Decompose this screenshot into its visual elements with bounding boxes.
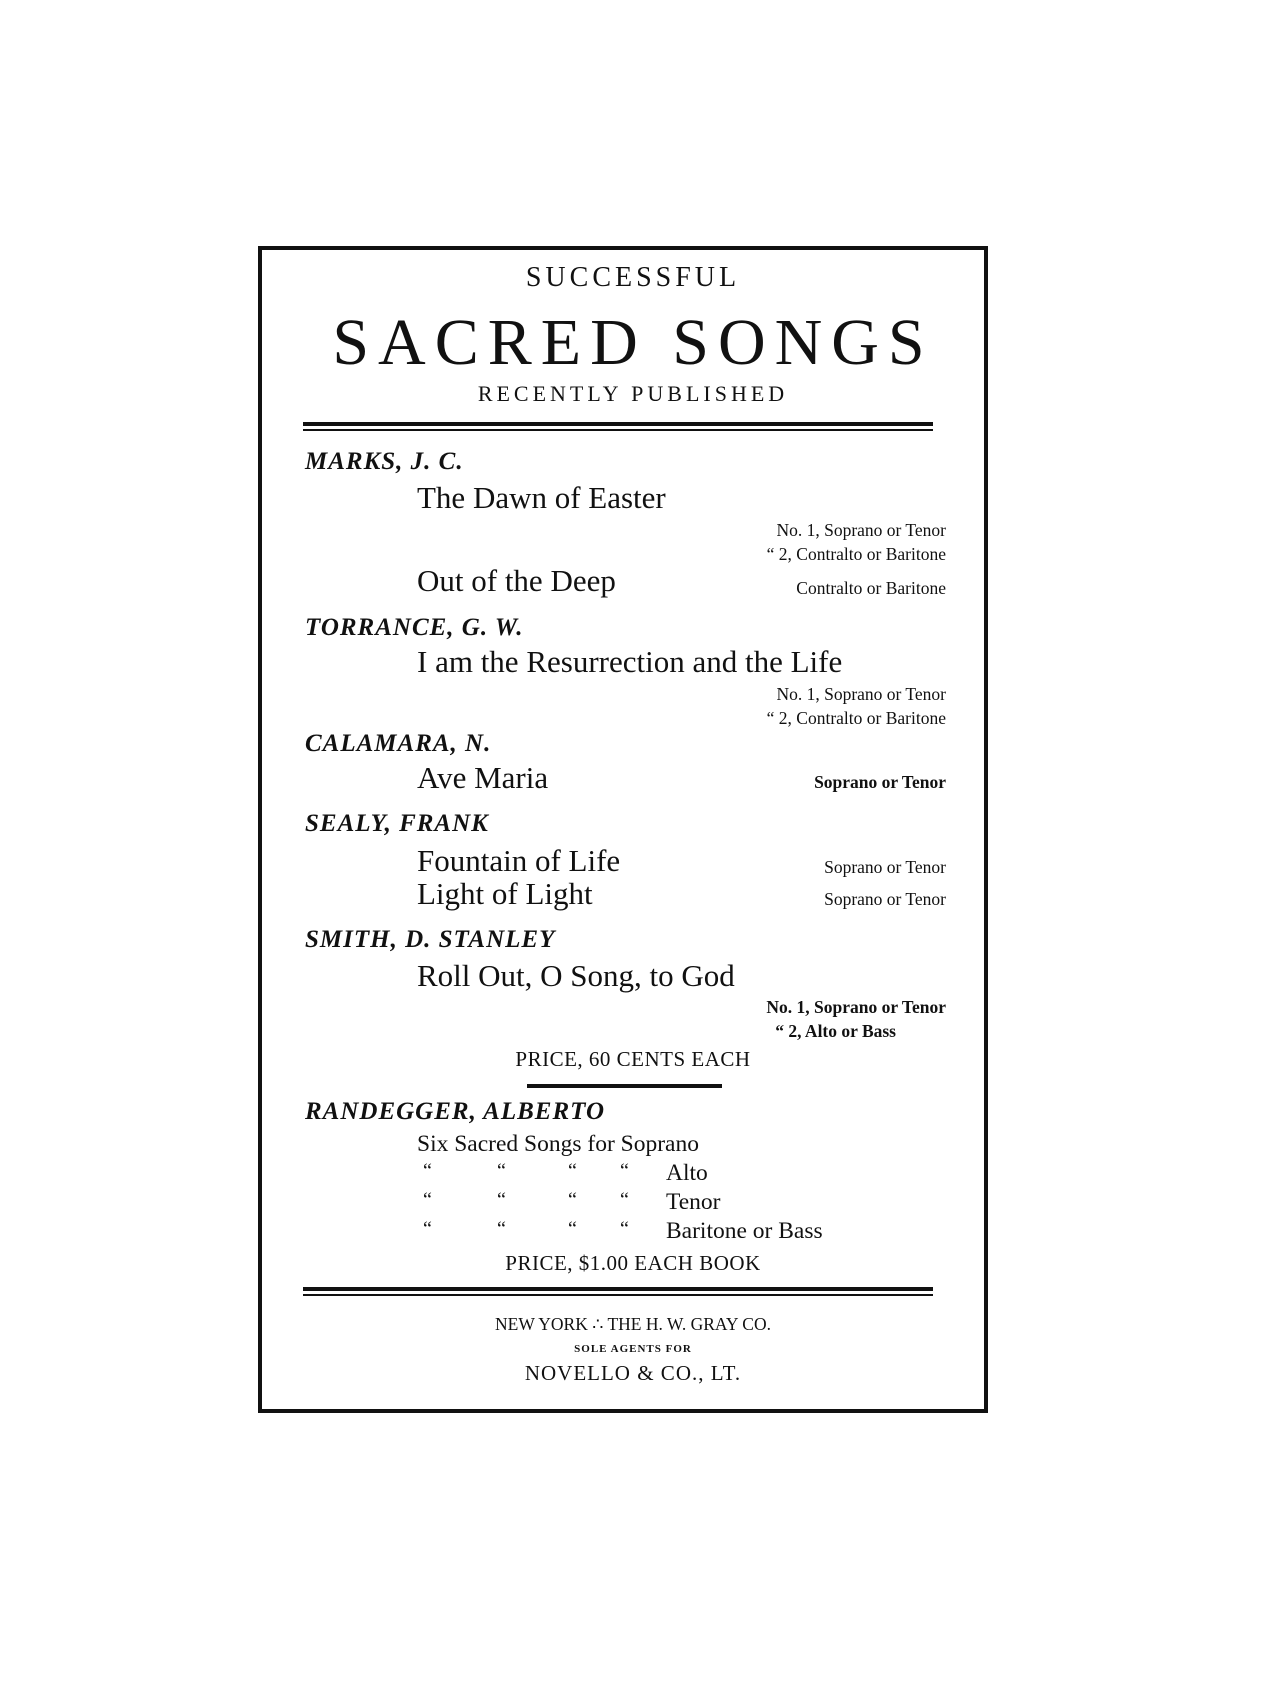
price-divider: [527, 1084, 722, 1088]
voice-line: Contralto or Baritone: [796, 578, 946, 598]
ditto-mark: “: [568, 1218, 577, 1240]
song-ave-maria: Ave Maria: [417, 760, 549, 795]
composer-smith: SMITH, D. STANLEY: [305, 926, 556, 953]
randegger-tenor: Tenor: [666, 1189, 721, 1215]
voice-line: No. 1, Soprano or Tenor: [766, 997, 946, 1017]
voice-line: “ 2, Contralto or Baritone: [766, 708, 946, 728]
voice-line: Soprano or Tenor: [824, 857, 946, 877]
song-light-of-light: Light of Light: [417, 876, 593, 911]
randegger-line-1: Six Sacred Songs for Soprano: [417, 1131, 699, 1157]
ditto-mark: “: [568, 1160, 577, 1182]
ditto-mark: “: [497, 1218, 506, 1240]
song-fountain-of-life: Fountain of Life: [417, 843, 621, 878]
ditto-mark: “: [620, 1160, 629, 1182]
ditto-mark: “: [620, 1189, 629, 1211]
randegger-baritone: Baritone or Bass: [666, 1218, 823, 1244]
voice-line: “ 2, Contralto or Baritone: [766, 544, 946, 564]
composer-torrance: TORRANCE, G. W.: [305, 614, 524, 641]
ditto-mark: “: [620, 1218, 629, 1240]
footer-agents: SOLE AGENTS FOR: [574, 1343, 692, 1355]
top-divider-thin: [303, 429, 933, 431]
voice-line: Soprano or Tenor: [824, 889, 946, 909]
composer-sealy: SEALY, FRANK: [305, 810, 489, 837]
voice-line: No. 1, Soprano or Tenor: [776, 520, 946, 540]
voice-line: No. 1, Soprano or Tenor: [776, 684, 946, 704]
price-line-1: PRICE, 60 CENTS EACH: [515, 1047, 751, 1071]
composer-calamara: CALAMARA, N.: [305, 730, 492, 757]
randegger-alto: Alto: [666, 1160, 708, 1186]
bottom-divider-thick: [303, 1287, 933, 1291]
ditto-mark: “: [568, 1189, 577, 1211]
top-divider-thick: [303, 422, 933, 426]
voice-line: “ 2, Alto or Bass: [775, 1021, 896, 1041]
ditto-mark: “: [497, 1160, 506, 1182]
ditto-mark: “: [423, 1218, 432, 1240]
footer-novello: NOVELLO & CO., LT.: [524, 1361, 742, 1385]
composer-randegger: RANDEGGER, ALBERTO: [305, 1098, 606, 1125]
header-kicker: SUCCESSFUL: [525, 262, 741, 293]
song-out-of-the-deep: Out of the Deep: [417, 563, 616, 598]
page-title: SACRED SONGS: [332, 306, 934, 379]
bottom-divider-thin: [303, 1294, 933, 1296]
song-resurrection: I am the Resurrection and the Life: [417, 644, 843, 679]
price-line-2: PRICE, $1.00 EACH BOOK: [505, 1251, 761, 1275]
ditto-mark: “: [423, 1160, 432, 1182]
song-roll-out: Roll Out, O Song, to God: [417, 958, 735, 993]
voice-line: Soprano or Tenor: [814, 772, 946, 792]
song-dawn-of-easter: The Dawn of Easter: [417, 480, 666, 515]
ditto-mark: “: [423, 1189, 432, 1211]
ditto-mark: “: [497, 1189, 506, 1211]
composer-marks: MARKS, J. C.: [305, 448, 464, 475]
header-subtitle: RECENTLY PUBLISHED: [477, 381, 789, 406]
footer-publisher: NEW YORK ∴ THE H. W. GRAY CO.: [495, 1314, 771, 1334]
